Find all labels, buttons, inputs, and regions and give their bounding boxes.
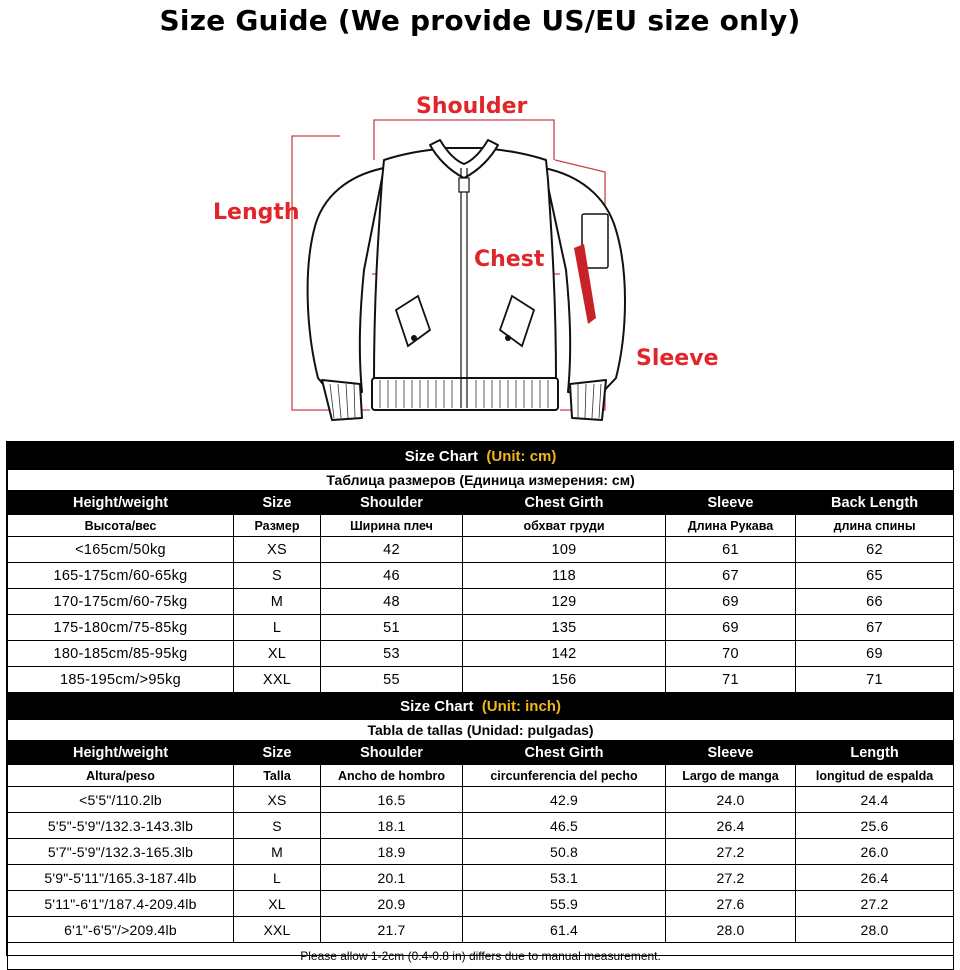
- table-row: [8, 589, 954, 615]
- cm-local-header-row: [8, 515, 954, 537]
- cm-cell-shoulder: 55: [321, 667, 463, 693]
- cm-cell-size: S: [234, 563, 321, 589]
- inch-cell-size: L: [234, 865, 321, 891]
- inch-cell-size: XL: [234, 891, 321, 917]
- cm-table-unit: (Unit: cm): [486, 447, 557, 465]
- cm-cell-sleeve: 67: [666, 563, 796, 589]
- jacket-diagram: [0, 0, 960, 440]
- inch-header-row: [8, 741, 954, 765]
- table-row: [8, 865, 954, 891]
- inch-cell-size: XXL: [234, 917, 321, 943]
- cm-cell-chest-girth: 118: [463, 563, 666, 589]
- chest-label: Chest: [474, 247, 545, 272]
- inch-cell-shoulder: 16.5: [321, 787, 463, 813]
- inch-cell-height-weight: 5'7"-5'9"/132.3-165.3lb: [8, 839, 234, 865]
- cm-cell-sleeve: 70: [666, 641, 796, 667]
- inch-cell-sleeve: 27.6: [666, 891, 796, 917]
- table-row: [8, 537, 954, 563]
- inch-cell-sleeve: 28.0: [666, 917, 796, 943]
- inch-cell-shoulder: 21.7: [321, 917, 463, 943]
- shoulder-label: Shoulder: [416, 94, 528, 119]
- table-row: [8, 813, 954, 839]
- inch-header-chest-girth: Chest Girth: [463, 741, 666, 765]
- inch-local-header-shoulder: Ancho de hombro: [321, 765, 463, 787]
- cm-cell-chest-girth: 142: [463, 641, 666, 667]
- inch-cell-sleeve: 27.2: [666, 865, 796, 891]
- cm-table-subtitle-row: [8, 470, 954, 491]
- inch-header-sleeve: Sleeve: [666, 741, 796, 765]
- inch-header-height-weight: Height/weight: [8, 741, 234, 765]
- cm-cell-sleeve: 69: [666, 589, 796, 615]
- inch-cell-size: S: [234, 813, 321, 839]
- cm-cell-shoulder: 53: [321, 641, 463, 667]
- cm-cell-size: XS: [234, 537, 321, 563]
- cm-cell-sleeve: 71: [666, 667, 796, 693]
- table-row: [8, 641, 954, 667]
- inch-cell-length: 25.6: [796, 813, 954, 839]
- cm-cell-shoulder: 48: [321, 589, 463, 615]
- cm-cell-shoulder: 42: [321, 537, 463, 563]
- cm-cell-size: M: [234, 589, 321, 615]
- cm-header-sleeve: Sleeve: [666, 491, 796, 515]
- table-row: [8, 917, 954, 943]
- inch-cell-chest-girth: 46.5: [463, 813, 666, 839]
- cm-cell-shoulder: 46: [321, 563, 463, 589]
- inch-cell-shoulder: 20.1: [321, 865, 463, 891]
- cm-local-header-height-weight: Высота/вес: [8, 515, 234, 537]
- inch-cell-chest-girth: 61.4: [463, 917, 666, 943]
- inch-local-header-row: [8, 765, 954, 787]
- inch-local-header-height-weight: Altura/peso: [8, 765, 234, 787]
- inch-table-subtitle-row: [8, 720, 954, 741]
- cm-table-title: Size Chart: [404, 447, 479, 465]
- inch-header-shoulder: Shoulder: [321, 741, 463, 765]
- inch-cell-sleeve: 26.4: [666, 813, 796, 839]
- cm-cell-size: L: [234, 615, 321, 641]
- inch-cell-length: 26.4: [796, 865, 954, 891]
- table-row: [8, 891, 954, 917]
- cm-cell-length: 71: [796, 667, 954, 693]
- inch-cell-length: 28.0: [796, 917, 954, 943]
- cm-cell-size: XXL: [234, 667, 321, 693]
- inch-cell-shoulder: 20.9: [321, 891, 463, 917]
- inch-local-header-chest-girth: circunferencia del pecho: [463, 765, 666, 787]
- inch-cell-height-weight: 5'9"-5'11"/165.3-187.4lb: [8, 865, 234, 891]
- table-row: [8, 563, 954, 589]
- inch-cell-height-weight: 6'1"-6'5"/>209.4lb: [8, 917, 234, 943]
- inch-table-banner: [8, 693, 954, 720]
- cm-cell-length: 67: [796, 615, 954, 641]
- cm-cell-length: 65: [796, 563, 954, 589]
- cm-cell-height-weight: 180-185cm/85-95kg: [8, 641, 234, 667]
- cm-cell-length: 69: [796, 641, 954, 667]
- jacket-illustration: [0, 0, 960, 440]
- inch-cell-height-weight: 5'11"-6'1"/187.4-209.4lb: [8, 891, 234, 917]
- measurement-note-row: [8, 943, 954, 970]
- inch-cell-size: M: [234, 839, 321, 865]
- cm-cell-sleeve: 69: [666, 615, 796, 641]
- inch-cell-chest-girth: 55.9: [463, 891, 666, 917]
- cm-cell-height-weight: 165-175cm/60-65kg: [8, 563, 234, 589]
- inch-table-title: Size Chart: [400, 697, 474, 715]
- inch-header-length: Length: [796, 741, 954, 765]
- table-row: [8, 615, 954, 641]
- size-table-body: [8, 443, 954, 970]
- inch-cell-chest-girth: 42.9: [463, 787, 666, 813]
- inch-cell-length: 24.4: [796, 787, 954, 813]
- cm-cell-chest-girth: 156: [463, 667, 666, 693]
- cm-cell-sleeve: 61: [666, 537, 796, 563]
- cm-local-header-size: Размер: [234, 515, 321, 537]
- inch-table-banner-cell: [8, 693, 954, 720]
- inch-cell-height-weight: <5'5"/110.2lb: [8, 787, 234, 813]
- cm-table-banner: [8, 443, 954, 470]
- cm-cell-length: 62: [796, 537, 954, 563]
- measurement-note: Please allow 1-2cm (0.4-0.8 in) differs due to manual measurement.: [8, 943, 954, 970]
- cm-cell-size: XL: [234, 641, 321, 667]
- inch-table-unit: (Unit: inch): [481, 697, 561, 715]
- cm-cell-length: 66: [796, 589, 954, 615]
- inch-cell-chest-girth: 50.8: [463, 839, 666, 865]
- inch-header-size: Size: [234, 741, 321, 765]
- inch-cell-shoulder: 18.1: [321, 813, 463, 839]
- page-title: Size Guide (We provide US/EU size only): [159, 4, 801, 37]
- inch-cell-sleeve: 24.0: [666, 787, 796, 813]
- cm-local-header-shoulder: Ширина плеч: [321, 515, 463, 537]
- cm-cell-shoulder: 51: [321, 615, 463, 641]
- cm-cell-chest-girth: 135: [463, 615, 666, 641]
- cm-header-row: [8, 491, 954, 515]
- cm-cell-height-weight: <165cm/50kg: [8, 537, 234, 563]
- table-row: [8, 839, 954, 865]
- inch-table-subtitle: Tabla de tallas (Unidad: pulgadas): [8, 720, 954, 741]
- table-row: [8, 667, 954, 693]
- cm-cell-height-weight: 170-175cm/60-75kg: [8, 589, 234, 615]
- cm-header-shoulder: Shoulder: [321, 491, 463, 515]
- cm-table-subtitle: Таблица размеров (Единица измерения: см): [8, 470, 954, 491]
- inch-cell-shoulder: 18.9: [321, 839, 463, 865]
- cm-cell-height-weight: 175-180cm/75-85kg: [8, 615, 234, 641]
- cm-cell-chest-girth: 129: [463, 589, 666, 615]
- inch-cell-size: XS: [234, 787, 321, 813]
- cm-header-length: Back Length: [796, 491, 954, 515]
- inch-cell-height-weight: 5'5"-5'9"/132.3-143.3lb: [8, 813, 234, 839]
- cm-local-header-sleeve: Длина Рукава: [666, 515, 796, 537]
- table-row: [8, 787, 954, 813]
- inch-cell-chest-girth: 53.1: [463, 865, 666, 891]
- cm-header-chest-girth: Chest Girth: [463, 491, 666, 515]
- cm-cell-height-weight: 185-195cm/>95kg: [8, 667, 234, 693]
- cm-header-height-weight: Height/weight: [8, 491, 234, 515]
- size-tables: [6, 441, 954, 963]
- cm-header-size: Size: [234, 491, 321, 515]
- inch-cell-sleeve: 27.2: [666, 839, 796, 865]
- cm-cell-chest-girth: 109: [463, 537, 666, 563]
- size-table: [7, 442, 954, 970]
- inch-local-header-length: longitud de espalda: [796, 765, 954, 787]
- length-label: Length: [213, 200, 300, 225]
- inch-local-header-sleeve: Largo de manga: [666, 765, 796, 787]
- inch-local-header-size: Talla: [234, 765, 321, 787]
- sleeve-label: Sleeve: [636, 346, 719, 371]
- inch-cell-length: 26.0: [796, 839, 954, 865]
- cm-local-header-length: длина спины: [796, 515, 954, 537]
- inch-cell-length: 27.2: [796, 891, 954, 917]
- cm-local-header-chest-girth: обхват груди: [463, 515, 666, 537]
